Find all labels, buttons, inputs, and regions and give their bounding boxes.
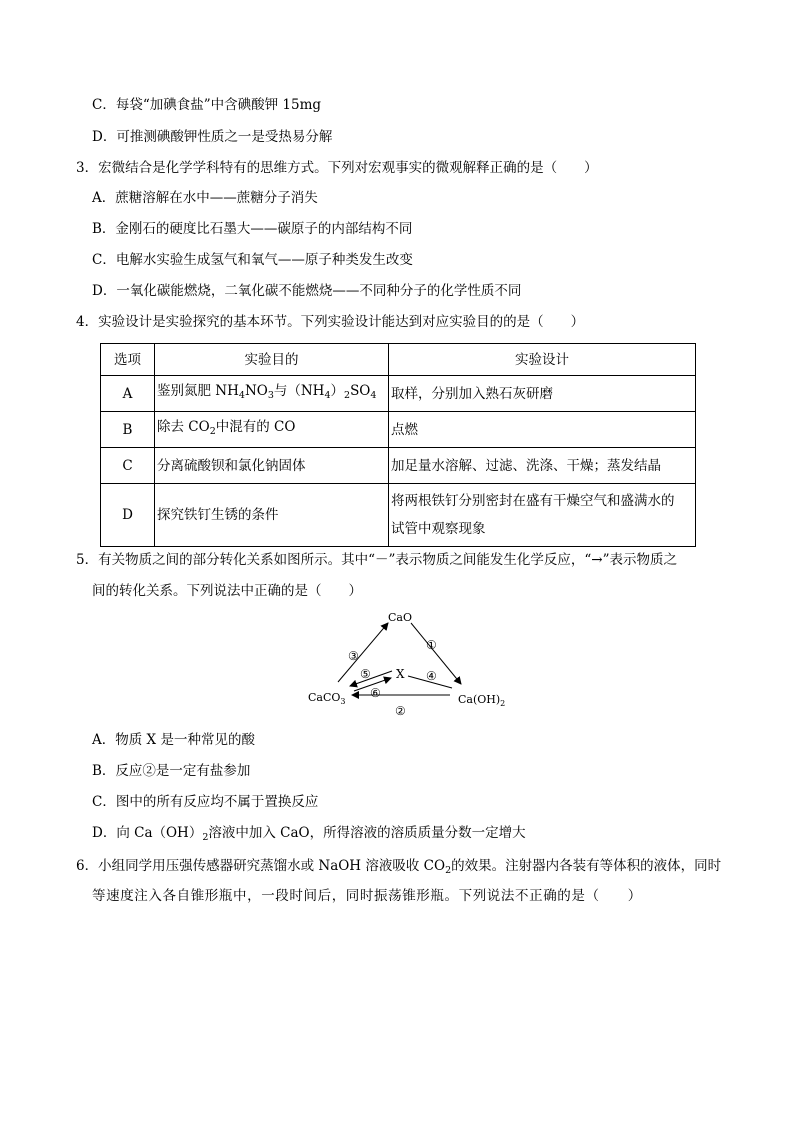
q2-option-d: D．可推测碘酸钾性质之一是受热易分解 [92, 129, 333, 145]
header-option: 选项 [101, 344, 155, 376]
q3-option-b: B．金刚石的硬度比石墨大——碳原子的内部结构不同 [92, 221, 413, 237]
row-design: 点燃 [389, 412, 696, 448]
row-design: 将两根铁钉分别密封在盛有干燥空气和盛满水的 试管中观察现象 [389, 484, 696, 547]
q6-stem-line2: 等速度注入各自锥形瓶中，一段时间后，同时振荡锥形瓶。下列说法不正确的是（ ） [92, 888, 642, 904]
row-design: 加足量水溶解、过滤、洗涤、干燥；蒸发结晶 [389, 448, 696, 484]
row-purpose: 分离硫酸钡和氯化钠固体 [155, 448, 389, 484]
row-design: 取样，分别加入熟石灰研磨 [389, 376, 696, 412]
node-caoh2: $Ca(OH)_2$ [458, 693, 506, 708]
q5-conversion-diagram [300, 606, 520, 718]
node-x: X [396, 667, 405, 681]
table-row [101, 376, 696, 412]
q6-stem-line1: 6．小组同学用压强传感器研究蒸馏水或 NaOH 溶液吸收 $CO_2$的效果。注射器内各装有等体积的液体，同时 [76, 858, 722, 876]
q4-table [100, 343, 696, 547]
arrow-5 [350, 671, 392, 686]
node-caco3: CaCO$_3$ [308, 691, 346, 706]
row-option: A [101, 376, 155, 412]
label-6: ⑥ [370, 686, 381, 700]
q2-option-c: C．每袋“加碘食盐”中含碘酸钾 15mg [92, 97, 322, 113]
table-row [101, 484, 696, 547]
q5-option-c: C．图中的所有反应均不属于置换反应 [92, 794, 319, 810]
q3-stem: 3．宏微结合是化学学科特有的思维方式。下列对宏观事实的微观解释正确的是（ ） [76, 160, 598, 176]
q3-option-d: D．一氧化碳能燃烧，二氧化碳不能燃烧——不同种分子的化学性质不同 [92, 283, 522, 299]
label-3: ③ [348, 649, 359, 663]
row-option: C [101, 448, 155, 484]
row-purpose: 探究铁钉生锈的条件 [155, 484, 389, 547]
q4-stem: 4．实验设计是实验探究的基本环节。下列实验设计能达到对应实验目的的是（ ） [76, 314, 585, 330]
row-purpose: 除去 $CO_2$中混有的 CO [155, 412, 389, 448]
q5-stem-line2: 间的转化关系。下列说法中正确的是（ ） [92, 583, 362, 599]
label-2: ② [395, 704, 406, 718]
q5-stem-line1: 5．有关物质之间的部分转化关系如图所示。其中“－”表示物质之间能发生化学反应，“→”表示物质之 [76, 552, 678, 568]
label-4: ④ [426, 669, 437, 683]
node-cao: CaO [388, 611, 412, 624]
q3-option-c: C．电解水实验生成氢气和氧气——原子种类发生改变 [92, 252, 413, 268]
row-option: B [101, 412, 155, 448]
header-purpose: 实验目的 [155, 344, 389, 376]
label-1: ① [426, 638, 437, 652]
row-purpose: 鉴别氮肥 $NH_4NO_3$与$(NH_4)_2SO_4$ [155, 376, 389, 412]
q5-option-d: D．向 $Ca(OH)_2$溶液中加入 CaO，所得溶液的溶质质量分数一定增大 [92, 825, 526, 843]
row-option: D [101, 484, 155, 547]
table-row [101, 412, 696, 448]
label-5: ⑤ [360, 667, 371, 681]
table-header-row [101, 344, 696, 376]
table-row [101, 448, 696, 484]
q5-option-a: A．物质 X 是一种常见的酸 [92, 732, 255, 748]
header-design: 实验设计 [389, 344, 696, 376]
q5-option-b: B．反应②是一定有盐参加 [92, 763, 251, 779]
q3-option-a: A．蔗糖溶解在水中——蔗糖分子消失 [92, 190, 318, 206]
